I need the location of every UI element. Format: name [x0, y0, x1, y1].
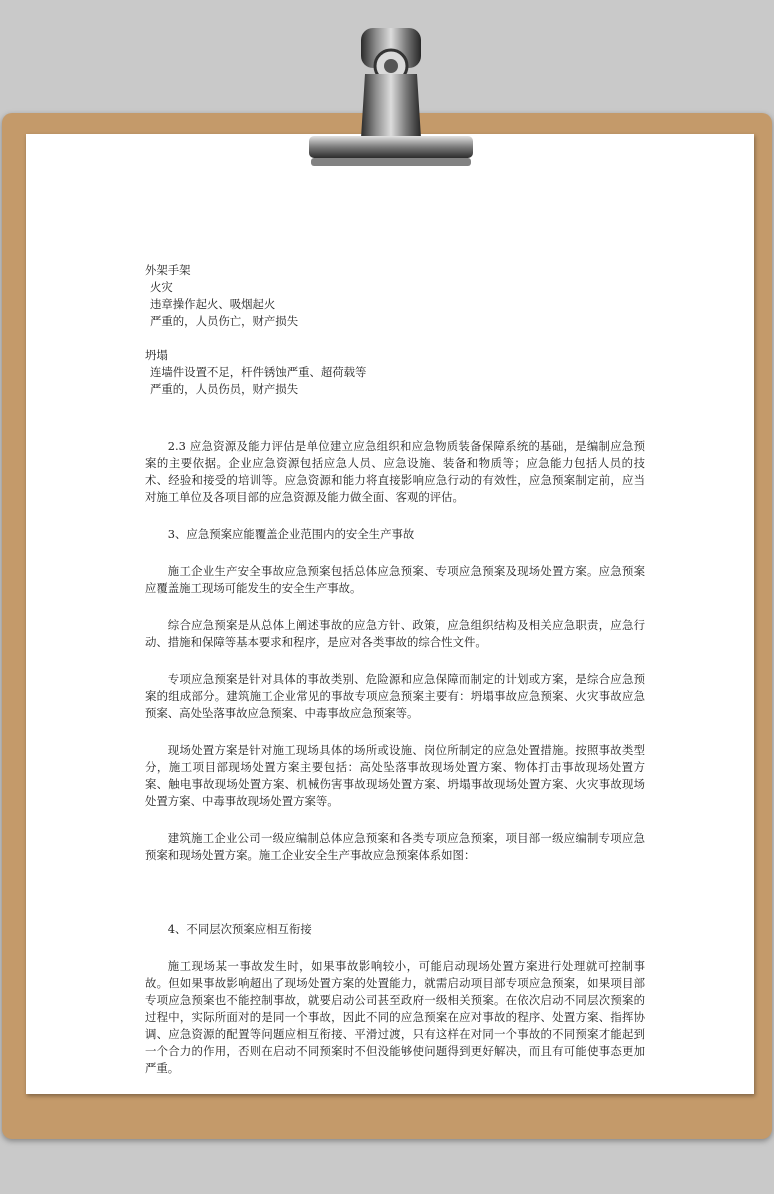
hazard-consequence: 严重的，人员伤亡，财产损失: [150, 314, 299, 328]
heading-section-3: 3、应急预案应能覆盖企业范围内的安全生产事故: [167, 527, 415, 541]
paragraph-plan-linkage: 施工现场某一事故发生时，如果事故影响较小，可能启动现场处置方案进行处理就可控制事故。但如果事故影响超出了现场处置方案的处置能力，就需启动项目部专项应急预案，如果项目部专项应急预案也不能控制事故，就要启动公司甚至政府一级相关预案。在依次启动不同层次预案的过程中，实际所面对的是同一个事故，因此不同的应急预案在应对事故的程序、处置方案、指挥协调、应急资源的配置等问题应相互衔接、平滑过渡，只有这样在对同一个事故的不同预案才能起到一个合力的作用，否则在启动不同预案时不但没能够使问题得到更好解决，而且有可能使事态更加严重。: [145, 959, 645, 1075]
document-body: [145, 262, 645, 1077]
paragraph-onsite-plan: 现场处置方案是针对施工现场具体的场所或设施、岗位所制定的应急处置措施。按照事故类型分，施工项目部现场处置方案主要包括：高处坠落事故现场处置方案、物体打击事故现场处置方案、触电事故现场处置方案、机械伤害事故现场处置方案、坍塌事故现场处置方案、火灾事故现场处置方案、中毒事故现场处置方案等。: [145, 743, 645, 808]
paragraph-plan-types: 施工企业生产安全事故应急预案包括总体应急预案、专项应急预案及现场处置方案。应急预案应覆盖施工现场可能发生的安全生产事故。: [145, 564, 645, 595]
hazard-type: 火灾: [150, 280, 173, 294]
section-title-scaffold: 外架手架: [145, 263, 191, 277]
hazard-cause: 连墙件设置不足，杆件锈蚀严重、超荷载等: [150, 365, 367, 379]
hazard-cause: 违章操作起火、吸烟起火: [150, 297, 276, 311]
paragraph-special-plan: 专项应急预案是针对具体的事故类别、危险源和应急保障而制定的计划或方案，是综合应急预案的组成部分。建筑施工企业常见的事故专项应急预案主要有：坍塌事故应急预案、火灾事故应急预案、高处坠落事故应急预案、中毒事故应急预案等。: [145, 672, 645, 720]
paragraph-plan-system: 建筑施工企业公司一级应编制总体应急预案和各类专项应急预案，项目部一级应编制专项应急预案和现场处置方案。施工企业安全生产事故应急预案体系如图：: [145, 831, 645, 862]
heading-section-4: 4、不同层次预案应相互衔接: [167, 922, 312, 936]
paragraph-comprehensive-plan: 综合应急预案是从总体上阐述事故的应急方针、政策，应急组织结构及相关应急职责，应急行动、措施和保障等基本要求和程序，是应对各类事故的综合性文件。: [145, 618, 645, 649]
hazard-consequence: 严重的，人员伤员，财产损失: [150, 382, 299, 396]
paragraph-resource-assessment: 2.3 应急资源及能力评估是单位建立应急组织和应急物质装备保障系统的基础，是编制应急预案的主要依据。企业应急资源包括应急人员、应急设施、装备和物质等；应急能力包括人员的技术、经验和接受的培训等。应急资源和能力将直接影响应急行动的有效性，应急预案制定前，应当对施工单位及各项目部的应急资源及能力做全面、客观的评估。: [145, 439, 645, 504]
section-title-collapse: 坍塌: [145, 348, 168, 362]
binder-clip-icon: [307, 26, 475, 176]
